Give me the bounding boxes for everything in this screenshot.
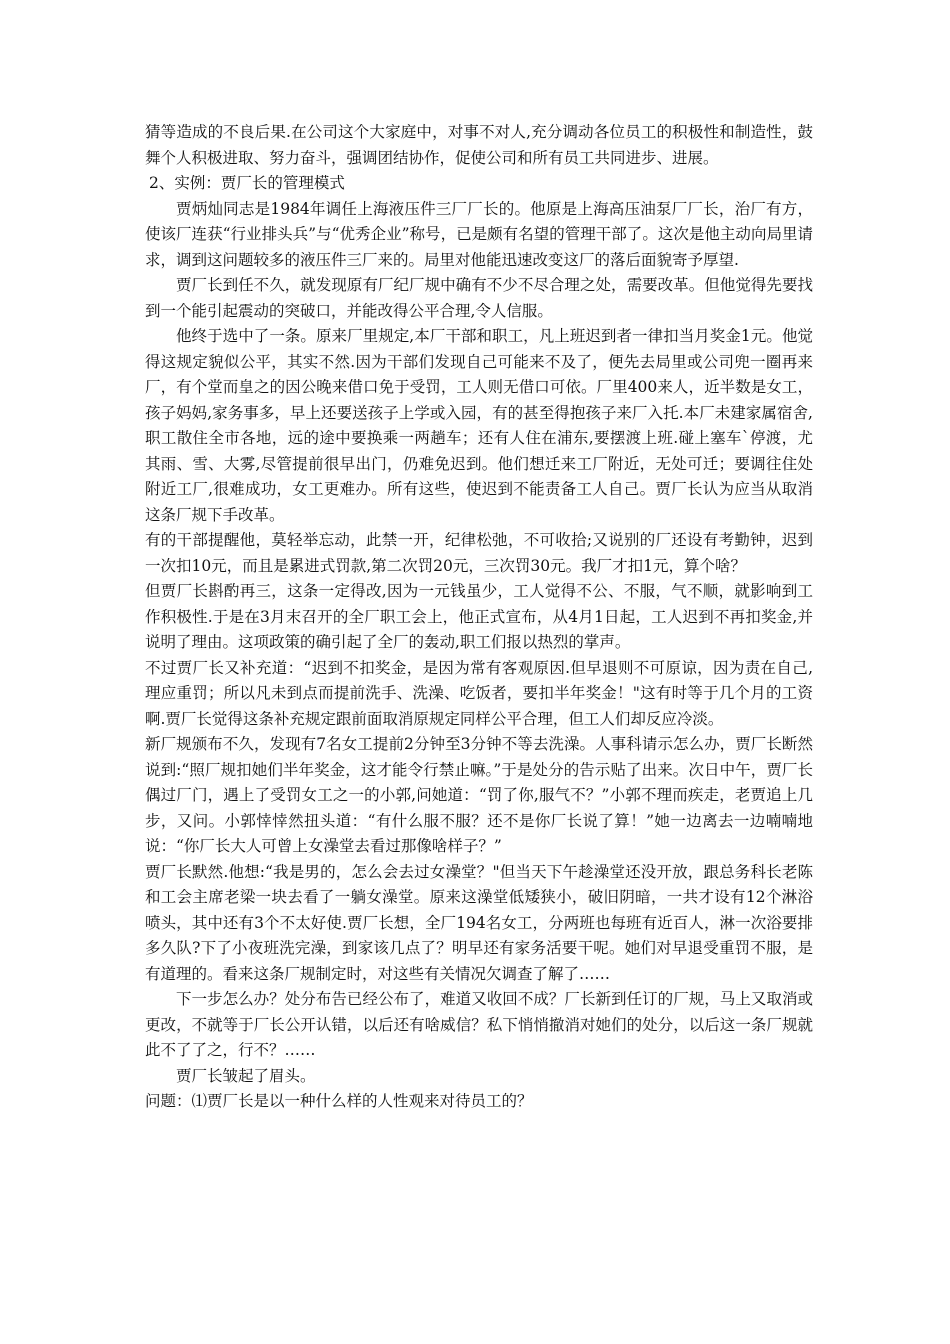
section-heading: 2、实例：贾厂长的管理模式 [149,174,345,192]
paragraph-frown: 贾厂长皱起了眉头。 [176,1066,316,1085]
document-page [145,120,813,1115]
paragraph-lateness-rule: 他终于选中了一条。原来厂里规定,本厂干部和职工，凡上班迟到者一律扣当月奖金1元。他觉得这规定貌似公平，其实不然.因为干部们发现自己可能来不及了，便先去局里或公司兜一圈再来厂，有个堂而皇之的因公晚来借口免于受罚，工人则无借口可依。厂里400来人，近半数是女工，孩子妈妈,家务事多，早上还要送孩子上学或入园，有的甚至得抱孩子来厂入托.本厂未建家属宿舍,职工散住全市各地，远的途中要换乘一两趟车；还有人住在浦东,要摆渡上班.碰上塞车`停渡，尤其雨、雪、大雾,尽管提前很早出门，仍难免迟到。他们想迁来工厂附近，无处可迁；要调往住处附近工厂,很难成功，女工更难办。所有这些，使迟到不能责备工人自己。贾厂长认为应当从取消这条厂规下手改革。 [145,327,813,524]
paragraph-intro-conclusion: 猜等造成的不良后果.在公司这个大家庭中，对事不对人,充分调动各位员工的积极性和制造性，鼓舞个人积极进取、努力奋斗，强调团结协作，促使公司和所有员工共同进步、进展。 [145,123,813,167]
paragraph-early-leave-rule: 不过贾厂长又补充道：“迟到不扣奖金，是因为常有客观原因.但早退则不可原谅，因为责在自己,理应重罚；所以凡未到点而提前洗手、洗澡、吃饭者，要扣半年奖金！"这有时等于几个月的工资啊.贾厂长觉得这条补充规定跟前面取消原规定同样公平合理，但工人们却反应冷淡。 [145,658,813,728]
paragraph-announcement: 但贾厂长斟酌再三，这条一定得改,因为一元钱虽少，工人觉得不公、不服，气不顺，就影响到工作积极性.于是在3月末召开的全厂职工会上，他正式宣布，从4月1日起，工人迟到不再扣奖金,并说明了理由。这项政策的确引起了全厂的轰动,职工们报以热烈的掌声。 [145,582,813,651]
paragraph-next-step: 下一步怎么办？处分布告已经公布了，难道又收回不成？厂长新到任订的厂规，马上又取消或更改，不就等于厂长公开认错，以后还有啥威信？私下悄悄撤消对她们的处分，以后这一条厂规就此不了了之，行不？…… [145,990,813,1059]
paragraph-cadre-advice: 有的干部提醒他，莫轻举忘动，此禁一开，纪律松弛，不可收拾;又说别的厂还设有考勤钟，迟到一次扣10元，而且是累进式罚款,第二次罚20元，三次罚30元。我厂才扣1元，算个啥？ [145,531,813,575]
paragraph-female-workers: 新厂规颁布不久，发现有7名女工提前2分钟至3分钟不等去洗澡。人事科请示怎么办，贾厂长断然说到:“照厂规扣她们半年奖金，这才能令行禁止嘛。”于是处分的告示贴了出来。次日中午，贾厂长偶过厂门，遇上了受罚女工之一的小郭,问她道：“罚了你,服气不？”小郭不理而疾走，老贾追上几步，又问。小郭悻悻然扭头道：“有什么服不服？还不是你厂长说了算！”她一边离去一边喃喃地说：“你厂长大人可曾上女澡堂去看过那像啥样子？” [145,735,813,855]
paragraph-reform-idea: 贾厂长到任不久，就发现原有厂纪厂规中确有不少不尽合理之处，需要改革。但他觉得先要找到一个能引起震动的突破口，并能改得公平合理,令人信服。 [145,276,813,320]
paragraph-background: 贾炳灿同志是1984年调任上海液压件三厂厂长的。他原是上海高压油泵厂厂长，治厂有方，使该厂连获“行业排头兵”与“优秀企业”称号，已是颇有名望的管理干部了。这次是他主动向局里请求，调到这问题较多的液压件三厂来的。局里对他能迅速改变这厂的落后面貌寄予厚望. [145,199,813,269]
question-line: 问题：⑴贾厂长是以一种什么样的人性观来对待员工的？ [145,1092,533,1110]
paragraph-bathhouse-visit: 贾厂长默然.他想:“我是男的，怎么会去过女澡堂？"但当天下午趁澡堂还没开放，跟总务科长老陈和工会主席老梁一块去看了一躺女澡堂。原来这澡堂低矮狭小，破旧阴暗，一共才设有12个淋浴喷头，其中还有3个不太好使.贾厂长想，全厂194名女工，分两班也每班有近百人，淋一次浴要排多久队?下了小夜班洗完澡，到家该几点了？明早还有家务活要干呢。她们对早退受重罚不服，是有道理的。看来这条厂规制定时，对这些有关情况欠调查了解了…… [145,862,813,983]
